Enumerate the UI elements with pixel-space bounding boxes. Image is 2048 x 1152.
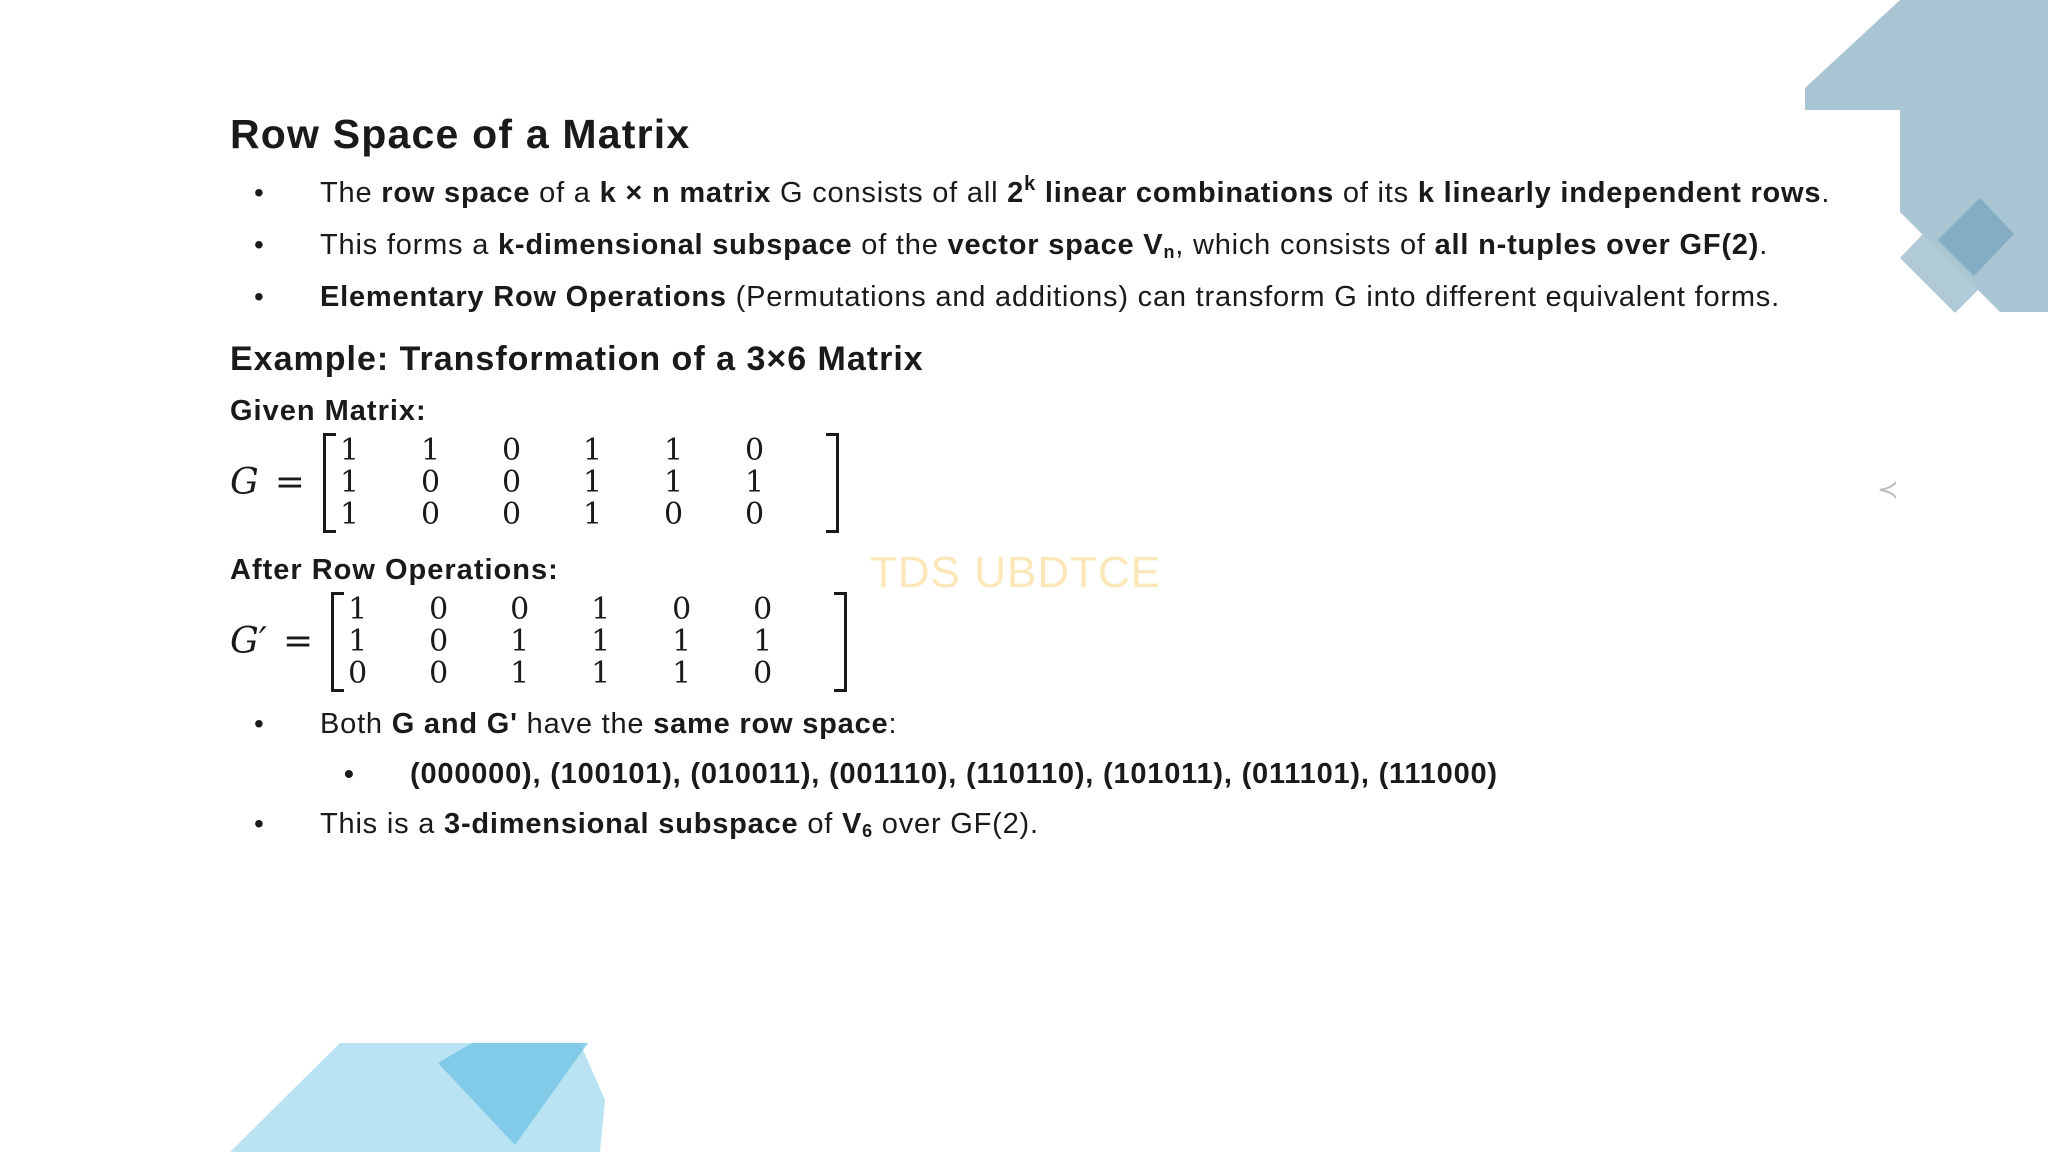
- matrix-entry-r2c2: 0: [429, 623, 449, 659]
- matrix-entry-r1c4: 1: [582, 432, 603, 468]
- matrix-entry-r2c3: 0: [501, 464, 522, 500]
- conclusion-list: [230, 704, 1860, 744]
- matrix-entry-r1c6: 0: [744, 432, 765, 468]
- matrix-entry-r3c6: 0: [753, 655, 773, 691]
- matrix-entry-r3c1: 0: [348, 655, 368, 691]
- matrix-entry-r3c3: 0: [501, 496, 522, 532]
- matrix-entry-r1c3: 0: [501, 432, 522, 468]
- watermark: TDS UBDTCE: [870, 548, 1162, 597]
- matrix-entry-r2c1: 1: [339, 464, 360, 500]
- row-space-elements: • (000000), (100101), (010011), (001110), (110110), (101011), (011101), (111000): [410, 754, 1860, 794]
- matrix-entry-r2c4: 1: [591, 623, 611, 659]
- matrix-entry-r1c1: 1: [339, 432, 360, 468]
- final-bullet: • This is a 3-dimensional subspace of $V_6$ over GF(2).: [320, 804, 1860, 844]
- conclusion-bullet: • Both G and G' have the same row space:: [320, 704, 1860, 744]
- matrix-entry-r2c2: 0: [420, 464, 441, 500]
- matrix-entry-r1c1: 1: [348, 591, 368, 627]
- intro-bullet-2: • This forms a k-dimensional subspace of the vector space $V_n$, which consists of all n-tuples over GF(2).: [320, 225, 1860, 265]
- matrix-entry-r2c5: 1: [663, 464, 684, 500]
- equals-sign: =: [274, 462, 305, 504]
- matrix-entry-r1c4: 1: [591, 591, 611, 627]
- matrix-entry-r3c4: 1: [582, 496, 603, 532]
- matrix-entry-r1c5: 1: [663, 432, 684, 468]
- matrix-entry-r2c4: 1: [582, 464, 603, 500]
- left-bracket: [331, 592, 344, 692]
- intro-bullet-list: [230, 173, 1860, 317]
- matrix-entry-r2c3: 1: [510, 623, 530, 659]
- matrix-entry-r1c6: 0: [753, 591, 773, 627]
- matrix-g-prime: [230, 592, 1860, 692]
- side-marker-icon: ≺: [1877, 475, 1899, 505]
- left-bracket: [323, 433, 336, 533]
- matrix-entry-r3c3: 1: [510, 655, 530, 691]
- matrix-entry-r1c2: 0: [429, 591, 449, 627]
- given-matrix-label: Given Matrix:: [230, 394, 427, 427]
- intro-bullet-3: • Elementary Row Operations (Permutations and additions) can transform G into different equivalent forms.: [320, 277, 1860, 317]
- intro-bullet-1: • The row space of a k × n matrix G consists of all 2$^k$ linear combinations of its k linearly independent rows.: [320, 173, 1860, 213]
- slide-content: [230, 110, 1860, 844]
- matrix-entry-r3c2: 0: [420, 496, 441, 532]
- matrix-g-symbol: G: [230, 462, 259, 504]
- after-row-operations-label: After Row Operations:: [230, 553, 559, 586]
- matrix-entry-r1c3: 0: [510, 591, 530, 627]
- row-space-list: [230, 754, 1860, 794]
- matrix-entry-r1c5: 0: [672, 591, 692, 627]
- final-list: [230, 804, 1860, 844]
- matrix-g-grid: [336, 432, 826, 532]
- example-heading: Example: Transformation of a 3×6 Matrix: [230, 340, 924, 379]
- matrix-entry-r3c4: 1: [591, 655, 611, 691]
- matrix-entry-r2c6: 1: [744, 464, 765, 500]
- matrix-entry-r3c6: 0: [744, 496, 765, 532]
- matrix-entry-r2c5: 1: [672, 623, 692, 659]
- matrix-entry-r3c1: 1: [339, 496, 360, 532]
- matrix-g-prime-grid: [344, 591, 834, 691]
- matrix-entry-r3c5: 1: [672, 655, 692, 691]
- right-bracket: [834, 592, 847, 692]
- matrix-entry-r1c2: 1: [420, 432, 441, 468]
- matrix-entry-r2c1: 1: [348, 623, 368, 659]
- equals-sign: =: [282, 621, 314, 663]
- right-bracket: [826, 433, 839, 533]
- matrix-entry-r3c2: 0: [429, 655, 449, 691]
- matrix-entry-r2c6: 1: [753, 623, 773, 659]
- matrix-g: [230, 433, 1860, 533]
- page-title: Row Space of a Matrix: [230, 111, 691, 157]
- matrix-entry-r3c5: 0: [663, 496, 684, 532]
- matrix-g-prime-symbol: G′: [230, 621, 267, 663]
